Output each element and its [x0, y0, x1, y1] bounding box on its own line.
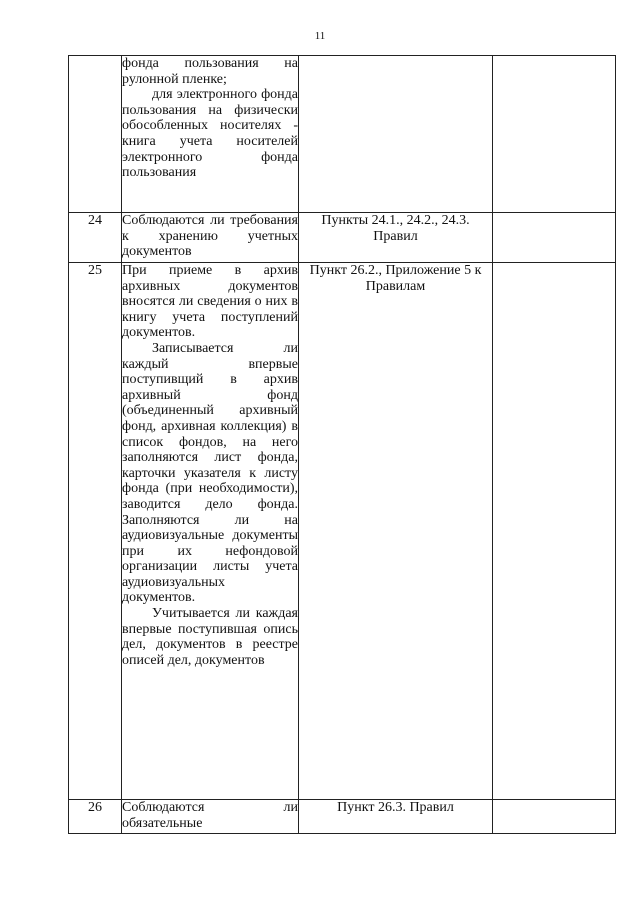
- requirement-cell: [122, 800, 299, 834]
- requirement-text: При приеме в архив архивных документов вносятся ли сведения о них в книгу учета поступлений документов.: [122, 263, 298, 341]
- row-number: 25: [69, 263, 122, 800]
- table-row: [69, 56, 616, 213]
- reference-cell: Пункт 26.3. Правил: [299, 800, 493, 834]
- requirement-text: Соблюдаются ли обязательные: [122, 800, 298, 831]
- page-number: 11: [314, 30, 326, 42]
- requirement-cell: [122, 263, 299, 800]
- requirement-cell: [122, 56, 299, 213]
- requirement-text: Соблюдаются ли требования к хранению учетных документов: [122, 213, 298, 260]
- checklist-table: [68, 55, 616, 834]
- table-row: [69, 213, 616, 263]
- empty-cell: [493, 263, 616, 800]
- row-number: 24: [69, 213, 122, 263]
- empty-cell: [493, 800, 616, 834]
- requirement-text: фонда пользования на рулонной пленке;: [122, 56, 298, 87]
- requirement-text: Учитывается ли каждая впервые поступившая опись дел, документов в реестре описей дел, документов: [122, 606, 298, 668]
- requirement-text: Записывается ли каждый впервые поступивщий в архив архивный фонд (объединенный архивный фонд, архивная коллекция) в список фондов, на него заполняются лист фонда, карточки указателя к листу фонда (при необходимости), заводится дело фонда. Заполняются ли на аудиовизуальные документы при их нефондовой организации листы учета аудиовизуальных документов.: [122, 340, 298, 606]
- reference-cell: Пункты 24.1., 24.2., 24.3. Правил: [299, 213, 493, 263]
- requirement-text: для электронного фонда пользования на физически обособленных носителях - книга учета носителей электронного фонда пользования: [122, 87, 298, 181]
- empty-cell: [493, 56, 616, 213]
- reference-cell: Пункт 26.2., Приложение 5 к Правилам: [299, 263, 493, 800]
- row-number: [69, 56, 122, 213]
- reference-cell: [299, 56, 493, 213]
- table-row: [69, 800, 616, 834]
- requirement-cell: [122, 213, 299, 263]
- table-row: [69, 263, 616, 800]
- row-number: 26: [69, 800, 122, 834]
- empty-cell: [493, 213, 616, 263]
